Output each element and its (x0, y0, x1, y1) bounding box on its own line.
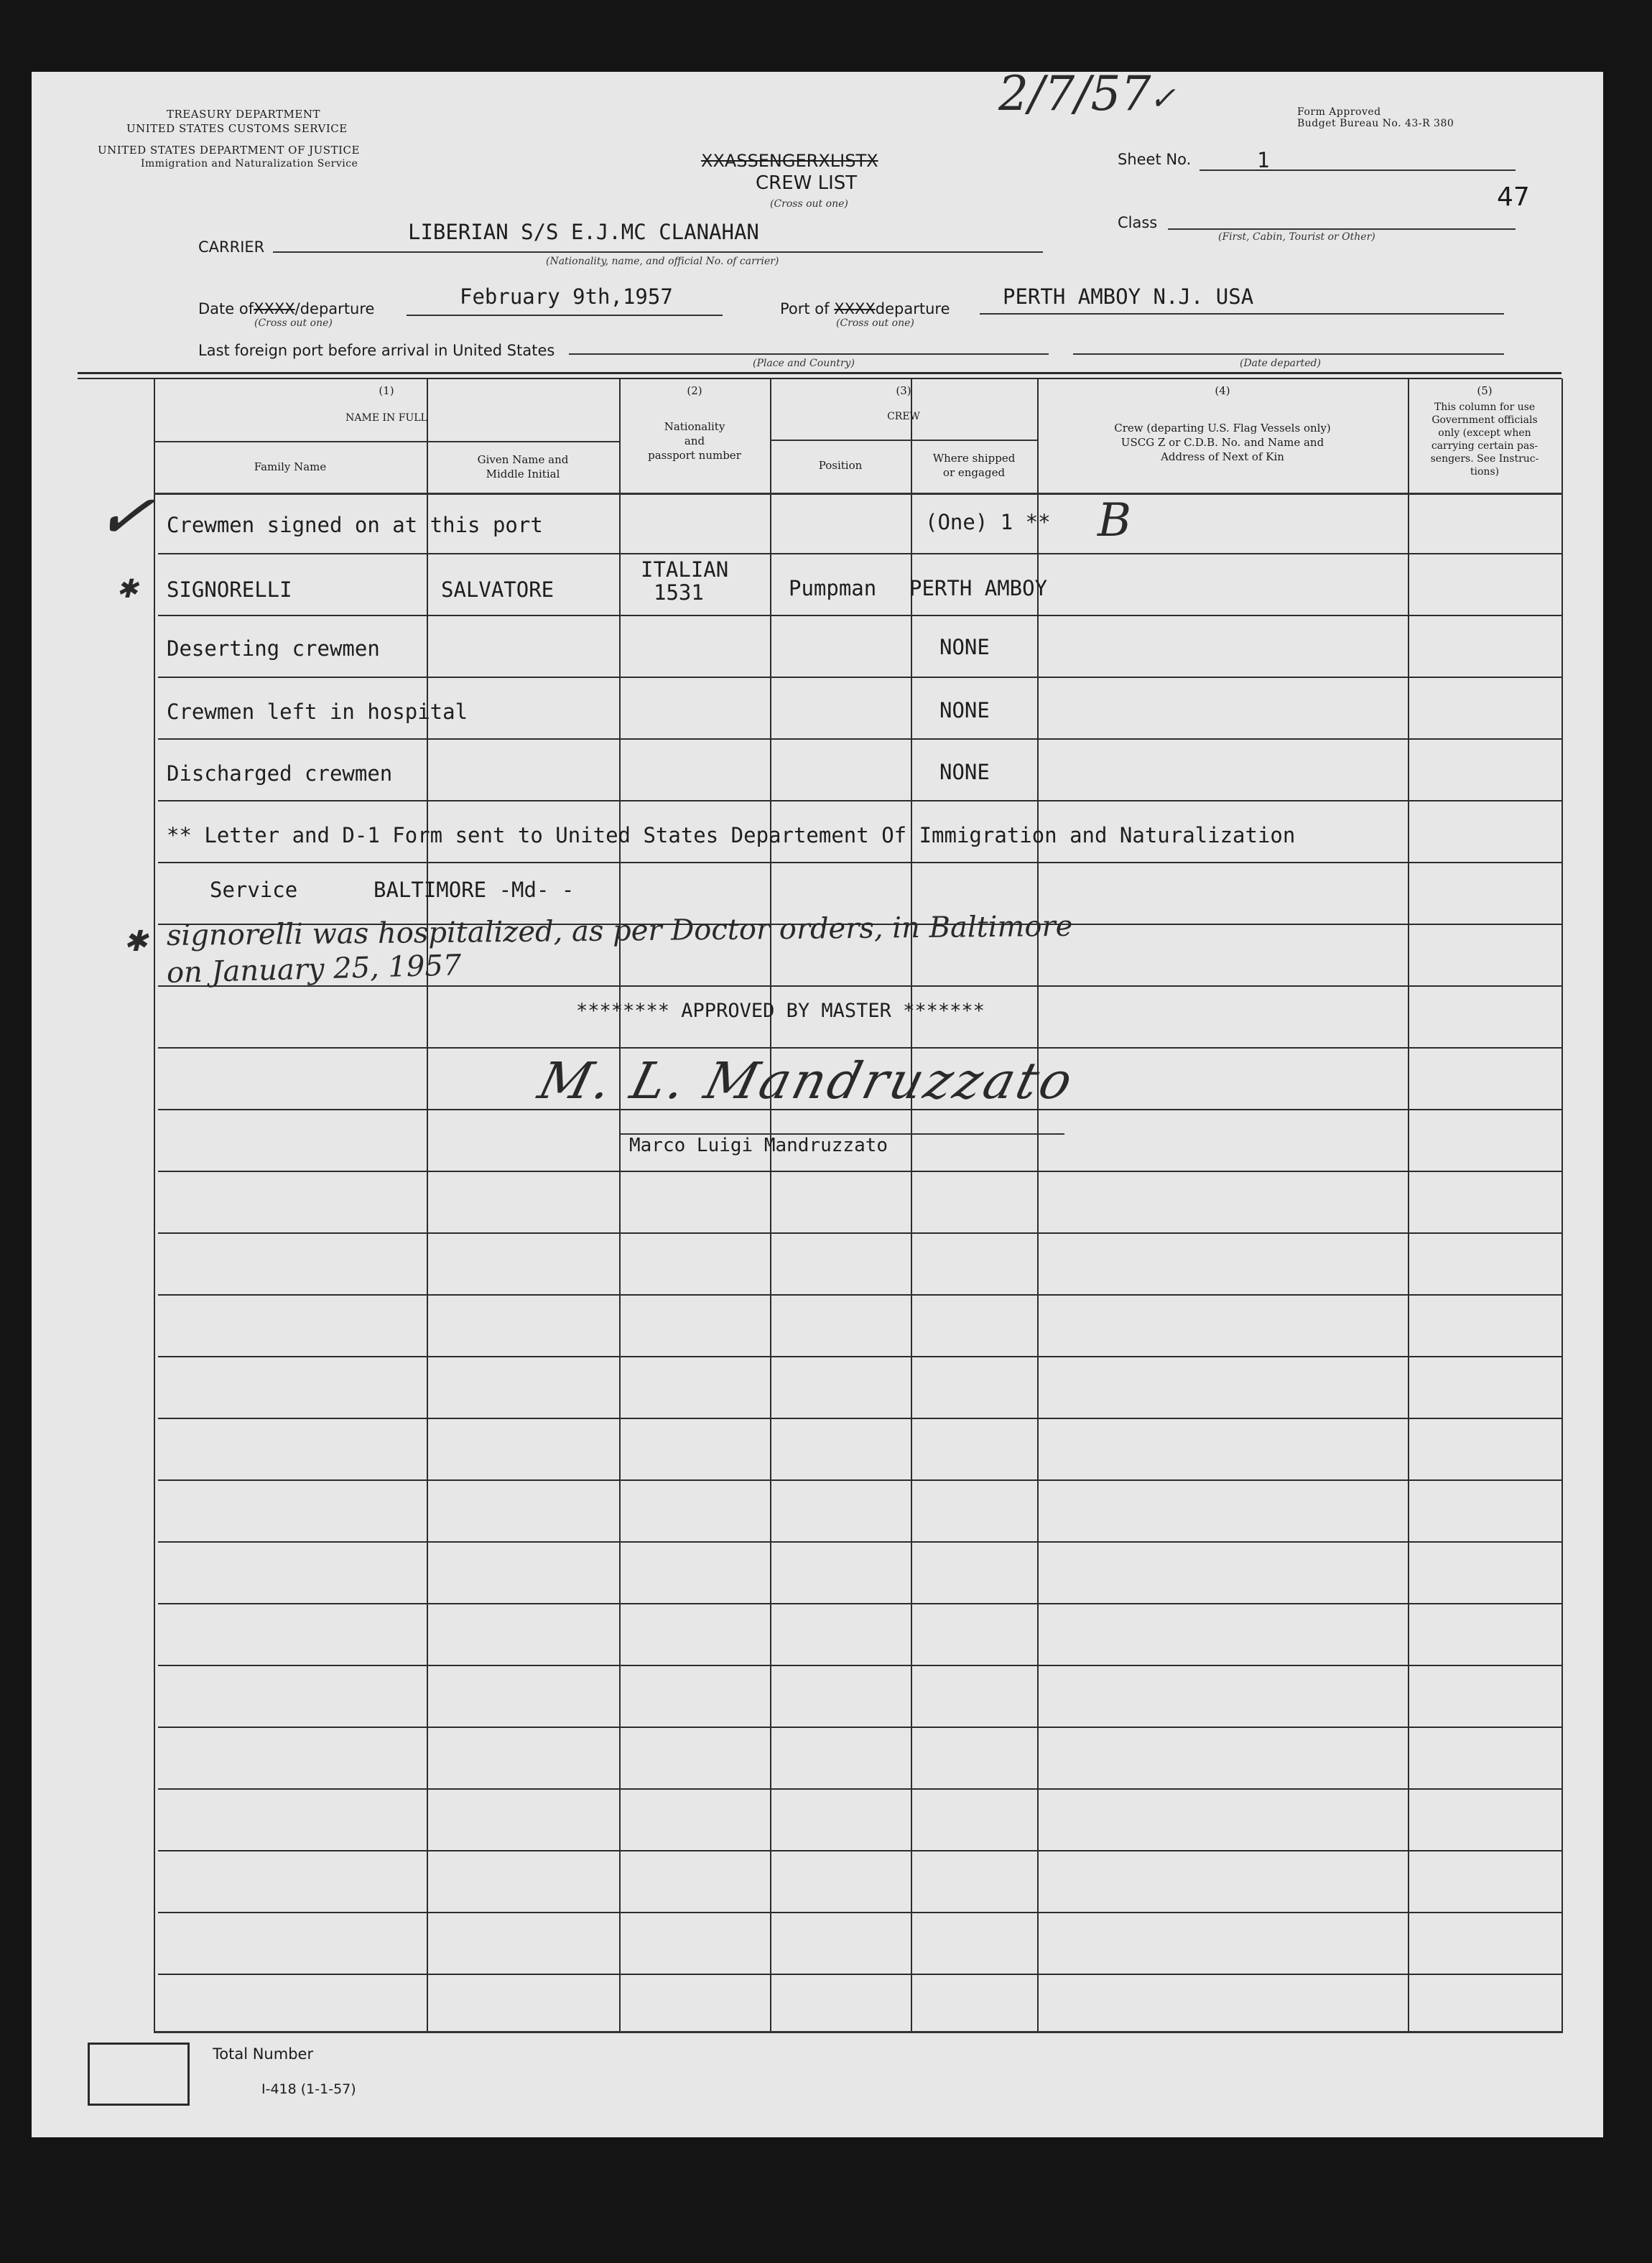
crew-passport: 1531 (654, 580, 704, 605)
port-cross-hint: (Cross out one) (836, 317, 914, 329)
deserting-label: Deserting crewmen (167, 636, 380, 661)
crew-given-name: SALVATORE (441, 577, 554, 602)
carrier-hint: (Nationality, name, and official No. of carrier) (546, 256, 779, 267)
crew-header: CREW (887, 411, 920, 422)
table-left-border (154, 378, 155, 2032)
col2-number: (2) (687, 384, 702, 397)
hospital-label: Crewmen left in hospital (167, 700, 468, 724)
signed-on-count: (One) 1 ** (925, 510, 1051, 534)
ins-service: Immigration and Naturalization Service (141, 158, 358, 169)
letter-note: ** Letter and D-1 Form sent to United States Departement Of Immigration and Naturalization (167, 823, 1296, 847)
deserting-value: NONE (939, 635, 990, 659)
hospital-value: NONE (939, 698, 990, 722)
handwritten-date: 2/7/57 (998, 66, 1151, 121)
last-port-label: Last foreign port before arrival in United States (198, 342, 555, 359)
date-cross-hint: (Cross out one) (254, 317, 333, 329)
form-number: I-418 (1-1-57) (261, 2081, 356, 2097)
departure-port: PERTH AMBOY N.J. USA (1003, 284, 1254, 309)
col4-number: (4) (1215, 384, 1230, 397)
carrier-value: LIBERIAN S/S E.J.MC CLANAHAN (408, 220, 759, 244)
nationality-header: Nationality and passport number (648, 420, 741, 462)
discharged-label: Discharged crewmen (167, 761, 393, 786)
form-approved: Form Approved (1297, 106, 1381, 118)
hospital-note-line1: signorelli was hospitalized, as per Doctor orders, in Baltimore (166, 909, 1073, 952)
next-of-kin-header: Crew (departing U.S. Flag Vessels only) USCG Z or C.D.B. No. and Name and Address of Next of Kin (1114, 422, 1331, 463)
cross-out-hint: (Cross out one) (770, 198, 848, 210)
sheet-number: 1 (1257, 148, 1270, 172)
class-hint: (First, Cabin, Tourist or Other) (1218, 231, 1375, 243)
crew-nationality: ITALIAN (641, 557, 729, 582)
signed-on-checkmark: ✓ (91, 471, 159, 560)
service-label: Service (210, 878, 298, 902)
family-name-header: Family Name (254, 460, 327, 473)
budget-bureau: Budget Bureau No. 43-R 380 (1297, 118, 1454, 129)
customs-service: UNITED STATES CUSTOMS SERVICE (126, 122, 348, 135)
total-number-label: Total Number (213, 2045, 314, 2063)
date-label: Date ofXXXX/departure (198, 300, 375, 317)
position-header: Position (818, 459, 863, 472)
master-name: Marco Luigi Mandruzzato (629, 1135, 888, 1156)
crew-shipped: PERTH AMBOY (909, 576, 1048, 600)
table-right-border (1561, 378, 1563, 2032)
note-asterisk: ✱ (124, 925, 148, 958)
page-number: 47 (1497, 182, 1530, 212)
asterisk-mark: ✱ (116, 575, 139, 604)
justice-dept: UNITED STATES DEPARTMENT OF JUSTICE (98, 144, 360, 157)
signed-on-label: Crewmen signed on at this port (167, 513, 543, 537)
date-departed-hint: (Date departed) (1240, 358, 1321, 369)
service-place: BALTIMORE -Md- - (373, 878, 575, 902)
discharged-value: NONE (939, 760, 990, 784)
port-label: Port of XXXXdeparture (780, 300, 950, 317)
master-signature: M. L. Mandruzzato (532, 1051, 1082, 1110)
handwritten-initial: B (1098, 494, 1132, 547)
crew-list-title: CREW LIST (756, 172, 858, 194)
total-number-box (88, 2043, 190, 2106)
given-name-header: Given Name and Middle Initial (477, 453, 569, 480)
treasury-dept: TREASURY DEPARTMENT (167, 108, 320, 121)
officials-column-header: This column for use Government officials only (except when carrying certain pas- sengers. See Instruc- tions) (1430, 401, 1539, 478)
col1-title: NAME IN FULL (345, 412, 427, 424)
hospital-note-line2: on January 25, 1957 (166, 949, 462, 990)
class-label: Class (1118, 214, 1158, 231)
col5-number: (5) (1477, 384, 1493, 397)
sheet-label: Sheet No. (1118, 151, 1192, 168)
crew-family-name: SIGNORELLI (167, 577, 292, 602)
carrier-label: CARRIER (198, 238, 265, 256)
crew-position: Pumpman (789, 576, 877, 600)
col3-number: (3) (896, 384, 911, 397)
approved-by-master: ******** APPROVED BY MASTER ******* (576, 1000, 985, 1022)
departure-date: February 9th,1957 (460, 284, 673, 309)
passenger-list-crossed: XXASSENGERXLISTX (701, 151, 878, 171)
col1-number: (1) (379, 384, 394, 397)
date-checkmark: ✓ (1149, 80, 1176, 117)
place-hint: (Place and Country) (753, 358, 855, 369)
shipped-header: Where shipped or engaged (932, 452, 1016, 479)
